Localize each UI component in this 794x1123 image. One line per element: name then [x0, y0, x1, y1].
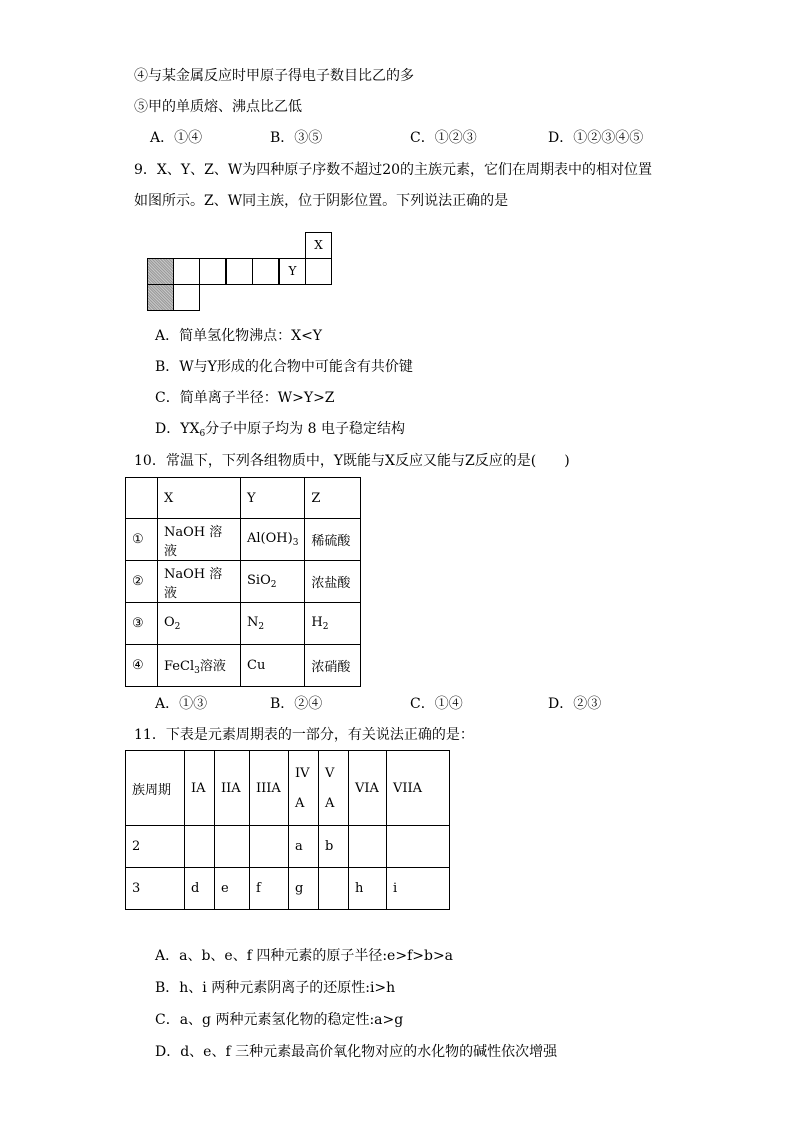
- table-cell: 浓硝酸: [305, 645, 361, 687]
- table-cell: f: [250, 868, 289, 910]
- table-cell: $H_2$: [305, 603, 361, 645]
- grid-cell: [173, 284, 200, 311]
- table-row: [126, 645, 361, 687]
- grid-cell: [305, 258, 332, 285]
- table-cell: $N_2$: [241, 603, 305, 645]
- table-row: [126, 561, 361, 603]
- q11-option-c: C．a、g 两种元素氢化物的稳定性:a>g: [155, 1012, 404, 1028]
- table-cell: NaOH 溶液: [158, 519, 241, 561]
- grid-cell-shaded-z: [147, 258, 174, 285]
- table-cell: h: [349, 868, 387, 910]
- q11-periodic-table: [125, 750, 450, 910]
- table-cell: IIIA: [250, 751, 289, 826]
- table-cell: IIA: [215, 751, 250, 826]
- table-cell: SiO$_2$: [241, 561, 305, 603]
- table-cell: g: [289, 868, 319, 910]
- table-row: [126, 826, 450, 868]
- table-cell: ④: [126, 645, 158, 687]
- table-cell: [185, 826, 215, 868]
- table-cell: [250, 826, 289, 868]
- table-cell: [126, 478, 158, 519]
- q9-option-b: B．W与Y形成的化合物中可能含有共价键: [155, 359, 413, 375]
- grid-cell: [226, 258, 253, 285]
- table-cell: ③: [126, 603, 158, 645]
- table-cell: VIIA: [387, 751, 450, 826]
- table-cell: NaOH 溶液: [158, 561, 241, 603]
- q11-option-b: B．h、i 两种元素阴离子的还原性:i>h: [155, 980, 396, 996]
- q8-option-a: A．①④: [150, 130, 203, 146]
- table-cell: VIA: [349, 751, 387, 826]
- table-cell: [387, 826, 450, 868]
- table-cell: i: [387, 868, 450, 910]
- table-cell: a: [289, 826, 319, 868]
- q8-option-b: B．③⑤: [270, 130, 323, 146]
- q8-statement-4: ④与某金属反应时甲原子得电子数目比乙的多: [134, 68, 414, 84]
- grid-cell: [173, 258, 200, 285]
- q10-option-b: B．②④: [270, 696, 323, 712]
- table-cell: FeCl$_3$溶液: [158, 645, 241, 687]
- q9-stem-line1: 9．X、Y、Z、W为四种原子序数不超过20的主族元素，它们在周期表中的相对位置: [134, 162, 653, 178]
- table-cell: ①: [126, 519, 158, 561]
- grid-cell-x: X: [305, 232, 332, 259]
- table-cell: e: [215, 868, 250, 910]
- table-cell: X: [158, 478, 241, 519]
- table-cell: V A: [319, 751, 349, 826]
- q11-stem: 11．下表是元素周期表的一部分，有关说法正确的是：: [134, 727, 474, 743]
- table-cell: Y: [241, 478, 305, 519]
- table-cell: $O_2$: [158, 603, 241, 645]
- q10-option-d: D．②③: [548, 696, 602, 712]
- q11-option-a: A．a、b、e、f 四种元素的原子半径:e>f>b>a: [155, 948, 454, 964]
- q10-option-c: C．①④: [410, 696, 463, 712]
- q9-option-d: D．$YX_6$分子中原子均为 8 电子稳定结构: [155, 421, 405, 439]
- table-cell: 2: [126, 826, 185, 868]
- table-row: [126, 603, 361, 645]
- q8-option-d: D．①②③④⑤: [548, 130, 644, 146]
- table-cell: d: [185, 868, 215, 910]
- table-cell: 3: [126, 868, 185, 910]
- table-cell: ②: [126, 561, 158, 603]
- q9-option-a: A．简单氢化物沸点：X<Y: [155, 328, 323, 344]
- table-cell: Z: [305, 478, 361, 519]
- q10-option-a: A．①③: [155, 696, 208, 712]
- table-header-row: [126, 478, 361, 519]
- table-cell: b: [319, 826, 349, 868]
- table-cell: 浓盐酸: [305, 561, 361, 603]
- q8-statement-5: ⑤甲的单质熔、沸点比乙低: [134, 99, 302, 115]
- q10-stem: 10．常温下，下列各组物质中，Y既能与X反应又能与Z反应的是( ): [134, 453, 570, 469]
- table-cell: IA: [185, 751, 215, 826]
- grid-cell: [199, 258, 226, 285]
- table-cell: 族周期: [126, 751, 185, 826]
- table-cell: Cu: [241, 645, 305, 687]
- table-cell: [319, 868, 349, 910]
- grid-cell-shaded-w: [147, 284, 174, 311]
- table-header-row: [126, 751, 450, 826]
- table-cell: [215, 826, 250, 868]
- table-row: [126, 519, 361, 561]
- q8-option-c: C．①②③: [410, 130, 477, 146]
- q9-option-c: C．简单离子半径：W>Y>Z: [155, 390, 335, 406]
- q9-stem-line2: 如图所示。Z、W同主族，位于阴影位置。下列说法正确的是: [134, 193, 509, 209]
- q11-option-d: D．d、e、f 三种元素最高价氧化物对应的水化物的碱性依次增强: [155, 1044, 558, 1060]
- table-cell: $Al(OH)_3$: [241, 519, 305, 561]
- grid-cell: [252, 258, 279, 285]
- table-cell: [349, 826, 387, 868]
- table-cell: 稀硫酸: [305, 519, 361, 561]
- q10-table: [125, 477, 361, 687]
- grid-cell-y: Y: [279, 258, 306, 285]
- table-cell: IV A: [289, 751, 319, 826]
- table-row: [126, 868, 450, 910]
